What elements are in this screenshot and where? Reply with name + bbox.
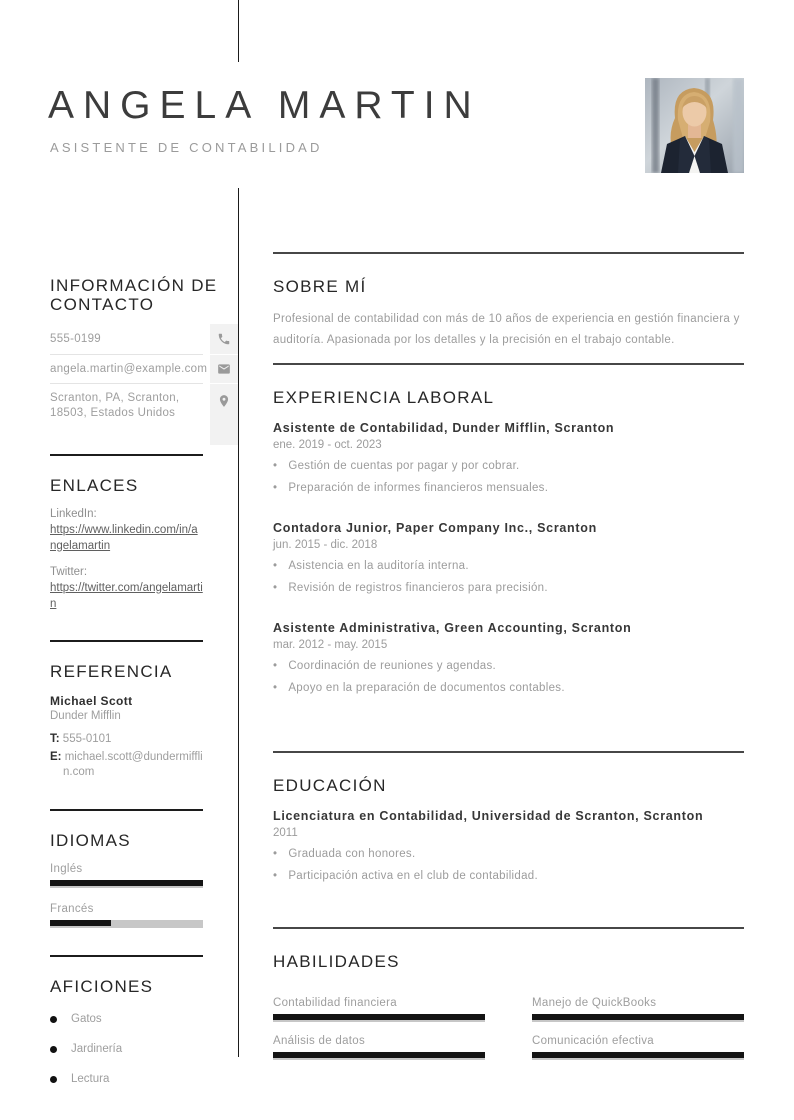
- skill-bar-track: [273, 1014, 485, 1022]
- location-icon: [210, 384, 238, 446]
- about-section-title: SOBRE MÍ: [273, 277, 367, 296]
- job-bullet: [273, 581, 744, 596]
- address-value: Scranton, PA, Scranton, 18503, Estados Unidos: [50, 392, 180, 419]
- column-divider-line: [238, 188, 239, 1057]
- section-divider: [273, 751, 744, 753]
- section-divider: [273, 363, 744, 365]
- education-bullet-text: Graduada con honores.: [288, 848, 416, 860]
- hobby-label: Gatos: [71, 1013, 102, 1025]
- skill-item: [273, 997, 485, 1022]
- job-bullet: [273, 681, 744, 696]
- language-item: [50, 903, 203, 928]
- skill-bar-fill: [273, 1014, 485, 1020]
- link-item-linkedin: [50, 508, 203, 554]
- skill-name: Contabilidad financiera: [273, 997, 397, 1009]
- job-dates: jun. 2015 - dic. 2018: [273, 539, 378, 551]
- education-entry: [273, 809, 744, 884]
- skill-name: Manejo de QuickBooks: [532, 997, 657, 1009]
- job-entry: [273, 621, 744, 696]
- contact-row-phone: [50, 324, 238, 355]
- job-title: ASISTENTE DE CONTABILIDAD: [50, 140, 323, 155]
- hobbies-section-title: AFICIONES: [50, 977, 154, 996]
- section-divider: [273, 252, 744, 254]
- education-section-title: EDUCACIÓN: [273, 776, 387, 795]
- hobby-item: [50, 1042, 203, 1056]
- phone-value: 555-0199: [50, 324, 203, 355]
- education-year: 2011: [273, 827, 298, 839]
- linkedin-label: LinkedIn:: [50, 508, 97, 520]
- reference-name: Michael Scott: [50, 694, 133, 708]
- skill-item: [273, 1035, 485, 1060]
- skill-item: [532, 997, 744, 1022]
- education-degree: Licenciatura en Contabilidad, Universidad de Scranton, Scranton: [273, 809, 704, 823]
- mail-icon: [210, 355, 238, 384]
- reference-phone-label: T:: [50, 733, 60, 745]
- skill-item: [532, 1035, 744, 1060]
- reference-phone: [50, 732, 203, 747]
- about-text: Profesional de contabilidad con más de 10 años de experiencia en gestión financiera y auditoría. Apasionada por los detalles y la precisión en el trabajo contable.: [273, 313, 740, 346]
- job-bullet: [273, 481, 744, 496]
- bullet-dot: •: [273, 460, 278, 472]
- bullet-dot: •: [273, 482, 278, 494]
- bullet-dot: •: [273, 660, 278, 672]
- language-item: [50, 863, 203, 888]
- section-divider: [273, 927, 744, 929]
- contact-section-title: INFORMACIÓN DE CONTACTO: [50, 276, 218, 314]
- bullet-dot: •: [273, 870, 278, 882]
- language-bar-fill: [50, 880, 203, 886]
- reference-section-title: REFERENCIA: [50, 662, 173, 681]
- languages-section-title: IDIOMAS: [50, 831, 131, 850]
- reference-email-value: michael.scott@dundermifflin.com: [63, 751, 203, 778]
- skill-name: Comunicación efectiva: [532, 1035, 654, 1047]
- hobby-item: [50, 1012, 203, 1026]
- skill-bar-track: [273, 1052, 485, 1060]
- linkedin-link[interactable]: https://www.linkedin.com/in/angelamartin: [50, 524, 198, 552]
- page-title: ANGELA MARTIN: [48, 84, 481, 127]
- phone-icon: [210, 324, 238, 355]
- main-content: [273, 252, 744, 1060]
- education-bullet: [273, 847, 744, 862]
- bullet-dot: [50, 1016, 57, 1023]
- job-heading: Asistente Administrativa, Green Accounting, Scranton: [273, 621, 632, 635]
- language-bar-track: [50, 880, 203, 888]
- job-dates: ene. 2019 - oct. 2023: [273, 439, 382, 451]
- reference-company: Dunder Mifflin: [50, 710, 121, 722]
- hobby-label: Jardinería: [71, 1043, 123, 1055]
- bullet-dot: •: [273, 682, 278, 694]
- job-bullet: [273, 659, 744, 674]
- job-bullet-text: Apoyo en la preparación de documentos contables.: [288, 682, 565, 694]
- education-bullet: [273, 869, 744, 884]
- skill-name: Análisis de datos: [273, 1035, 366, 1047]
- bullet-dot: •: [273, 560, 278, 572]
- profile-photo: [645, 78, 744, 173]
- job-entry: [273, 521, 744, 596]
- reference-card: [50, 694, 203, 780]
- contact-row-address: [50, 384, 238, 446]
- skill-bar-track: [532, 1052, 744, 1060]
- skills-section-title: HABILIDADES: [273, 952, 400, 971]
- language-name: Francés: [50, 903, 94, 915]
- job-bullet-text: Revisión de registros financieros para precisión.: [288, 582, 548, 594]
- sidebar: [50, 276, 238, 1102]
- skill-bar-fill: [532, 1014, 744, 1020]
- section-divider: [50, 640, 203, 642]
- top-divider-line: [238, 0, 239, 62]
- job-bullet-text: Preparación de informes financieros mensuales.: [288, 482, 549, 494]
- reference-email-label: E:: [50, 751, 62, 763]
- contact-row-email: [50, 355, 238, 384]
- language-name: Inglés: [50, 863, 83, 875]
- link-item-twitter: [50, 566, 203, 612]
- reference-phone-value: 555-0101: [62, 733, 112, 745]
- skill-bar-fill: [532, 1052, 744, 1058]
- job-dates: mar. 2012 - may. 2015: [273, 639, 388, 651]
- section-divider: [50, 454, 203, 456]
- job-heading: Asistente de Contabilidad, Dunder Mifflin, Scranton: [273, 421, 615, 435]
- job-bullet: [273, 459, 744, 474]
- hobby-label: Lectura: [71, 1073, 110, 1085]
- experience-section-title: EXPERIENCIA LABORAL: [273, 388, 495, 407]
- hobby-item: [50, 1072, 203, 1086]
- language-bar-track: [50, 920, 203, 928]
- bullet-dot: [50, 1046, 57, 1053]
- skill-bar-track: [532, 1014, 744, 1022]
- language-bar-fill: [50, 920, 111, 926]
- section-divider: [50, 955, 203, 957]
- job-heading: Contadora Junior, Paper Company Inc., Scranton: [273, 521, 597, 535]
- email-value: angela.martin@example.com: [50, 355, 203, 384]
- bullet-dot: [50, 1076, 57, 1083]
- portrait-illustration: [645, 78, 744, 173]
- twitter-link[interactable]: https://twitter.com/angelamartin: [50, 582, 203, 610]
- section-divider: [50, 809, 203, 811]
- job-bullet-text: Gestión de cuentas por pagar y por cobrar.: [288, 460, 520, 472]
- links-section-title: ENLACES: [50, 476, 139, 495]
- reference-email: [50, 750, 203, 780]
- job-bullet-text: Coordinación de reuniones y agendas.: [288, 660, 497, 672]
- twitter-label: Twitter:: [50, 566, 88, 578]
- bullet-dot: •: [273, 582, 278, 594]
- job-bullet-text: Asistencia en la auditoría interna.: [288, 560, 469, 572]
- skill-bar-fill: [273, 1052, 485, 1058]
- skills-grid: [273, 997, 744, 1060]
- job-entry: [273, 421, 744, 496]
- job-bullet: [273, 559, 744, 574]
- bullet-dot: •: [273, 848, 278, 860]
- education-bullet-text: Participación activa en el club de contabilidad.: [288, 870, 538, 882]
